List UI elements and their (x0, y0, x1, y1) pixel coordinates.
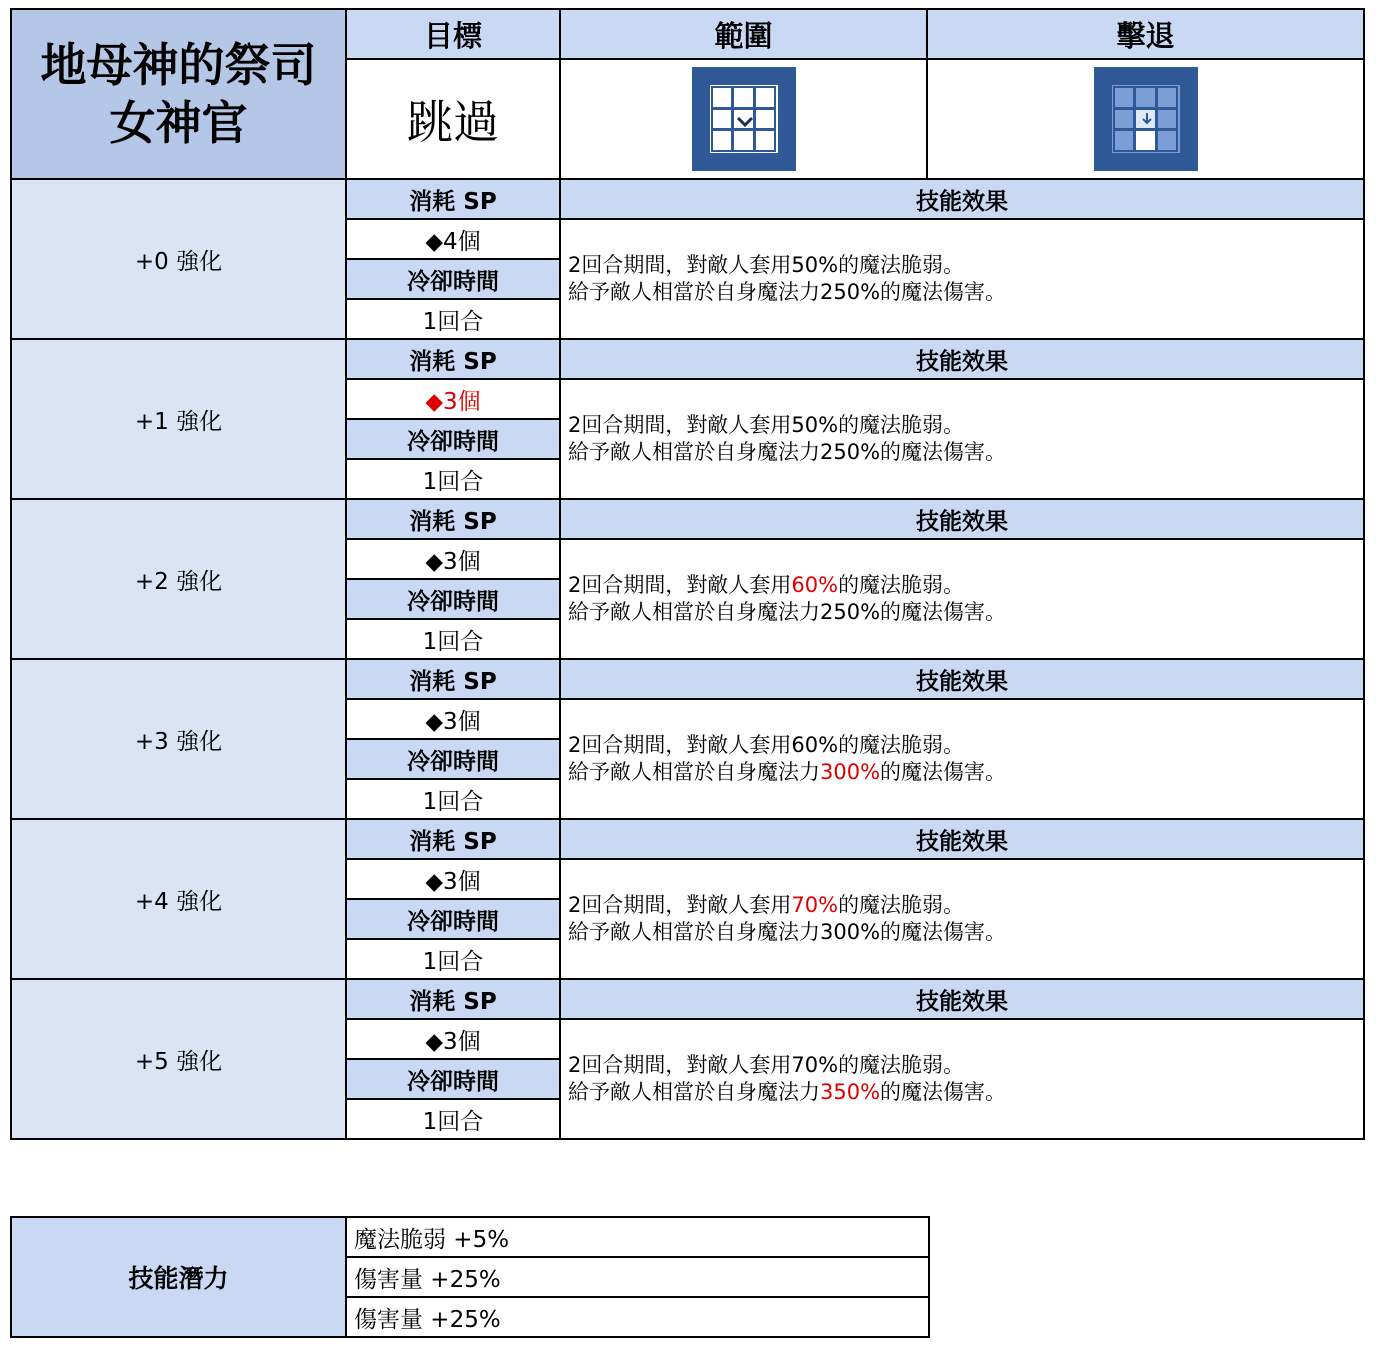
sp-header: 消耗 SP (346, 499, 560, 539)
title-line-2: 女神官 (109, 96, 248, 150)
effect-header: 技能效果 (560, 819, 1364, 859)
potential-item: 傷害量 +25% (346, 1257, 929, 1297)
target-value: 跳過 (346, 59, 560, 179)
knockback-cell (927, 59, 1364, 179)
effect-text: 的魔法脆弱。 (838, 253, 965, 277)
effect-text: 的魔法脆弱。 (838, 573, 965, 597)
sp-value: ◆3個 (346, 379, 560, 419)
effect-text: 的魔法脆弱。 (838, 893, 965, 917)
title-line-1: 地母神的祭司 (40, 38, 317, 92)
effect-line-2 (568, 439, 1363, 466)
effect-line-1 (568, 732, 1363, 759)
range-cell (560, 59, 927, 179)
sp-value: ◆3個 (346, 1019, 560, 1059)
effect-value: 60% (791, 733, 839, 757)
level-label: +0 強化 (11, 179, 346, 339)
effect-value: 70% (791, 1053, 839, 1077)
cooldown-header: 冷卻時間 (346, 419, 560, 459)
skill-table (10, 8, 1365, 1140)
sp-header: 消耗 SP (346, 659, 560, 699)
cooldown-header: 冷卻時間 (346, 259, 560, 299)
sp-value: ◆3個 (346, 699, 560, 739)
effect-description (560, 699, 1364, 819)
target-header: 目標 (346, 9, 560, 59)
cooldown-value: 1回合 (346, 619, 560, 659)
sp-header: 消耗 SP (346, 979, 560, 1019)
effect-description (560, 859, 1364, 979)
effect-value: 300% (820, 760, 881, 784)
skill-title (11, 9, 346, 179)
range-grid-icon (692, 67, 796, 171)
cooldown-value: 1回合 (346, 1099, 560, 1139)
cooldown-value: 1回合 (346, 779, 560, 819)
cooldown-header: 冷卻時間 (346, 579, 560, 619)
effect-line-1 (568, 892, 1363, 919)
effect-line-1 (568, 1052, 1363, 1079)
effect-text: 2回合期間，對敵人套用 (568, 733, 792, 757)
effect-value: 60% (791, 573, 839, 597)
effect-line-1 (568, 412, 1363, 439)
effect-description (560, 219, 1364, 339)
effect-line-2 (568, 759, 1363, 786)
level-label: +3 強化 (11, 659, 346, 819)
effect-header: 技能效果 (560, 179, 1364, 219)
effect-text: 給予敵人相當於自身魔法力 (568, 920, 820, 944)
effect-value: 250% (820, 280, 881, 304)
effect-text: 給予敵人相當於自身魔法力 (568, 600, 820, 624)
effect-text: 的魔法脆弱。 (838, 413, 965, 437)
knockback-grid-icon (1094, 67, 1198, 171)
effect-text: 的魔法脆弱。 (838, 1053, 965, 1077)
effect-text: 2回合期間，對敵人套用 (568, 893, 792, 917)
effect-line-2 (568, 1079, 1363, 1106)
cooldown-header: 冷卻時間 (346, 1059, 560, 1099)
effect-text: 給予敵人相當於自身魔法力 (568, 280, 820, 304)
effect-text: 的魔法傷害。 (880, 760, 1007, 784)
level-label: +2 強化 (11, 499, 346, 659)
effect-description (560, 1019, 1364, 1139)
cooldown-header: 冷卻時間 (346, 899, 560, 939)
effect-line-2 (568, 919, 1363, 946)
cooldown-value: 1回合 (346, 939, 560, 979)
effect-text: 的魔法傷害。 (880, 600, 1007, 624)
potential-item: 魔法脆弱 +5% (346, 1217, 929, 1257)
effect-header: 技能效果 (560, 979, 1364, 1019)
effect-text: 2回合期間，對敵人套用 (568, 413, 792, 437)
potential-item: 傷害量 +25% (346, 1297, 929, 1337)
effect-text: 的魔法傷害。 (880, 1080, 1007, 1104)
effect-text: 2回合期間，對敵人套用 (568, 1053, 792, 1077)
effect-line-1 (568, 572, 1363, 599)
effect-header: 技能效果 (560, 499, 1364, 539)
cooldown-header: 冷卻時間 (346, 739, 560, 779)
potential-label: 技能潛力 (11, 1217, 346, 1337)
effect-text: 給予敵人相當於自身魔法力 (568, 1080, 820, 1104)
effect-description (560, 539, 1364, 659)
effect-text: 的魔法傷害。 (880, 920, 1007, 944)
cooldown-value: 1回合 (346, 459, 560, 499)
potential-table (10, 1216, 930, 1338)
range-header: 範圍 (560, 9, 927, 59)
effect-text: 給予敵人相當於自身魔法力 (568, 440, 820, 464)
sp-header: 消耗 SP (346, 819, 560, 859)
level-label: +1 強化 (11, 339, 346, 499)
effect-value: 50% (791, 413, 839, 437)
effect-header: 技能效果 (560, 659, 1364, 699)
effect-value: 250% (820, 440, 881, 464)
effect-header: 技能效果 (560, 339, 1364, 379)
effect-text: 給予敵人相當於自身魔法力 (568, 760, 820, 784)
effect-line-1 (568, 252, 1363, 279)
effect-line-2 (568, 279, 1363, 306)
effect-value: 250% (820, 600, 881, 624)
sp-header: 消耗 SP (346, 339, 560, 379)
effect-value: 70% (791, 893, 839, 917)
cooldown-value: 1回合 (346, 299, 560, 339)
effect-line-2 (568, 599, 1363, 626)
sp-value: ◆4個 (346, 219, 560, 259)
effect-text: 的魔法傷害。 (880, 280, 1007, 304)
sp-header: 消耗 SP (346, 179, 560, 219)
sp-value: ◆3個 (346, 859, 560, 899)
effect-value: 300% (820, 920, 881, 944)
effect-text: 2回合期間，對敵人套用 (568, 573, 792, 597)
effect-value: 50% (791, 253, 839, 277)
effect-text: 的魔法脆弱。 (838, 733, 965, 757)
effect-description (560, 379, 1364, 499)
effect-text: 2回合期間，對敵人套用 (568, 253, 792, 277)
level-label: +4 強化 (11, 819, 346, 979)
knockback-header: 擊退 (927, 9, 1364, 59)
effect-text: 的魔法傷害。 (880, 440, 1007, 464)
level-label: +5 強化 (11, 979, 346, 1139)
sp-value: ◆3個 (346, 539, 560, 579)
effect-value: 350% (820, 1080, 881, 1104)
